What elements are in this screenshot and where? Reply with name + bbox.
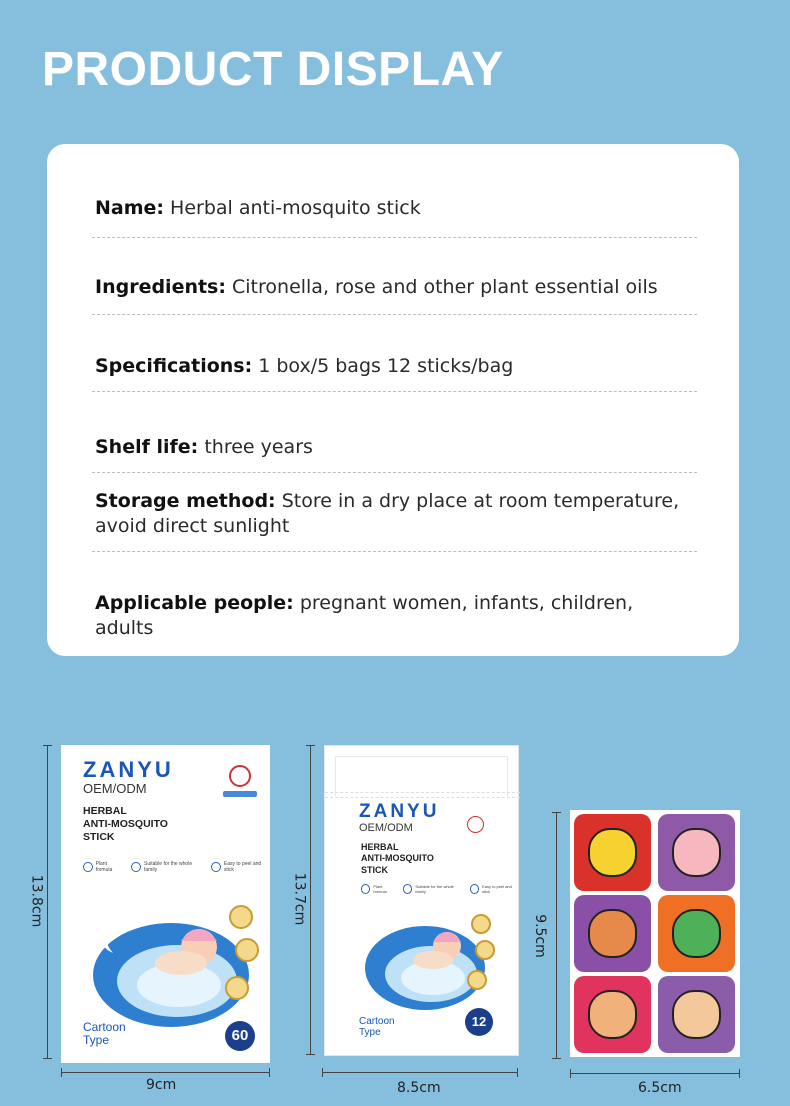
info-key: Shelf life: — [95, 436, 199, 458]
hand-icon — [211, 862, 221, 872]
info-value: pregnant women, infants, children, adults — [95, 592, 634, 639]
info-key: Ingredients: — [95, 276, 226, 298]
height-dimension-line — [310, 745, 311, 1055]
bag-width-label: 8.5cm — [397, 1080, 441, 1096]
horse-sticker — [574, 895, 651, 972]
family-icon — [131, 862, 141, 872]
divider — [92, 314, 697, 315]
dinosaur-sticker — [658, 895, 735, 972]
height-dimension-line — [556, 812, 557, 1059]
info-row-specifications — [95, 354, 697, 379]
count-badge: 12 — [465, 1008, 493, 1036]
info-row-shelf-life — [95, 435, 697, 460]
info-value: 1 box/5 bags 12 sticks/bag — [252, 355, 514, 377]
feature-text: Plant formula — [95, 861, 113, 873]
family-icon — [403, 884, 412, 894]
info-key: Applicable people: — [95, 592, 294, 614]
divider — [92, 391, 697, 392]
product-bag — [324, 745, 519, 1056]
feature-list — [83, 861, 270, 873]
divider — [92, 237, 697, 238]
info-row-storage — [95, 489, 697, 539]
hedgehog-sticker — [658, 976, 735, 1053]
leaf-icon — [83, 862, 93, 872]
bag-tear-line — [325, 792, 520, 798]
animal-face — [672, 828, 721, 877]
width-dimension-line — [322, 1072, 518, 1073]
plant-formula-feature — [83, 861, 123, 873]
sticker-sheet — [570, 810, 740, 1057]
box-width-label: 9cm — [146, 1077, 177, 1093]
info-key: Name: — [95, 197, 165, 219]
info-key: Storage method: — [95, 490, 276, 512]
animal-face — [672, 909, 721, 958]
box-height-label: 13.8cm — [28, 874, 45, 928]
height-dimension-line — [47, 745, 48, 1059]
baby-on-cloud-illustration — [91, 895, 271, 1030]
hand-icon — [470, 884, 479, 894]
product-box — [61, 745, 270, 1063]
dog-sticker — [574, 814, 651, 891]
peel-feature — [470, 884, 518, 894]
pig-sticker — [658, 814, 735, 891]
cartoon-type-label: Cartoon Type — [83, 1020, 126, 1048]
product-name-label: HERBAL ANTI-MOSQUITO STICK — [361, 842, 434, 875]
feature-text: Easy to peel and stick — [482, 884, 512, 894]
feature-text: Plant formula — [373, 884, 387, 894]
no-mosquito-icon — [229, 765, 251, 787]
animal-face — [588, 909, 637, 958]
brand-logo: ZANYU — [83, 757, 174, 782]
animal-face — [588, 828, 637, 877]
leaf-icon — [361, 884, 370, 894]
brand-logo: ZANYU — [359, 801, 440, 822]
sheet-height-label: 9.5cm — [531, 914, 548, 958]
count-badge: 60 — [225, 1021, 255, 1051]
badge-strip — [223, 791, 257, 797]
page-title: PRODUCT DISPLAY — [42, 43, 504, 96]
sheet-width-label: 6.5cm — [638, 1080, 682, 1096]
info-key: Specifications: — [95, 355, 253, 377]
baby-on-cloud-illustration — [363, 908, 513, 1018]
monkey-sticker — [574, 976, 651, 1053]
plant-formula-feature — [361, 884, 395, 894]
family-feature — [403, 884, 462, 894]
cartoon-type-label: Cartoon Type — [359, 1016, 395, 1038]
bag-seal-area — [335, 756, 508, 796]
info-row-ingredients — [95, 275, 697, 300]
oem-label: OEM/ODM — [83, 781, 147, 796]
info-value: Herbal anti-mosquito stick — [164, 197, 421, 219]
animal-face — [672, 990, 721, 1039]
peel-feature — [211, 861, 270, 873]
divider — [92, 551, 697, 552]
oem-label: OEM/ODM — [359, 822, 413, 834]
feature-text: Suitable for the whole family — [144, 861, 193, 873]
info-value: Citronella, rose and other plant essential oils — [225, 276, 658, 298]
no-mosquito-icon — [467, 816, 484, 833]
feature-list — [361, 884, 518, 894]
info-value: three years — [198, 436, 313, 458]
bag-height-label: 13.7cm — [291, 872, 308, 926]
width-dimension-line — [61, 1072, 270, 1073]
feature-text: Suitable for the whole family — [415, 884, 454, 894]
divider — [92, 472, 697, 473]
feature-text: Easy to peel and stick — [223, 861, 262, 873]
info-row-applicable-people — [95, 591, 697, 641]
width-dimension-line — [570, 1073, 740, 1074]
family-feature — [131, 861, 203, 873]
animal-face — [588, 990, 637, 1039]
info-row-name — [95, 196, 697, 221]
product-name-label: HERBAL ANTI-MOSQUITO STICK — [83, 805, 168, 844]
product-info-card — [47, 144, 739, 656]
info-value: Store in a dry place at room temperature, avoid direct sunlight — [95, 490, 680, 537]
